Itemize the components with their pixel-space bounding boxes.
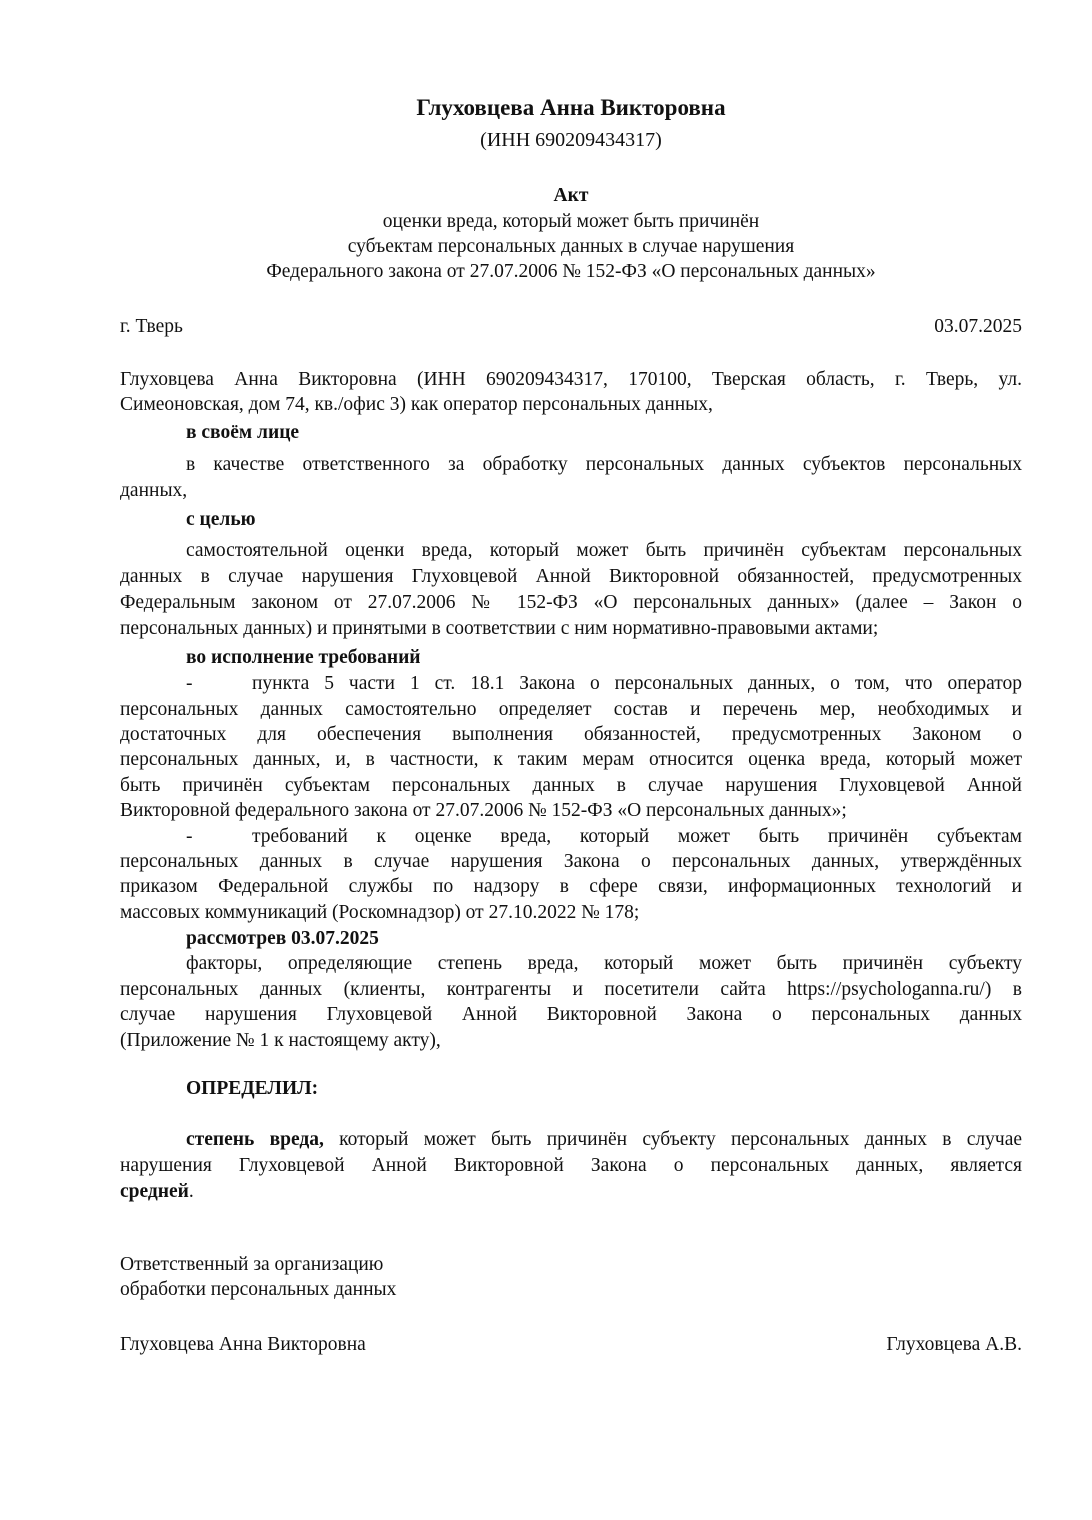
act-heading: Акт xyxy=(553,185,589,206)
document-date: 03.07.2025 xyxy=(934,316,1022,337)
req1-line-2: персональных данных самостоятельно определяет состав и перечень мер, необходимых и xyxy=(120,699,1022,720)
signatory-full-name: Глуховцева Анна Викторовна xyxy=(120,1334,366,1355)
harm-degree-label: степень вреда, xyxy=(186,1129,324,1150)
city: г. Тверь xyxy=(120,316,183,337)
list-dash-1: - xyxy=(186,673,193,694)
requirements-label: во исполнение требований xyxy=(186,647,421,668)
intro-line-2: Симеоновская, дом 74, кв./офис 3) как оператор персональных данных, xyxy=(120,394,713,415)
purpose-label: с целью xyxy=(186,509,256,530)
purpose-line-2: данных в случае нарушения Глуховцевой Анной Викторовной обязанностей, предусмотренных xyxy=(120,566,1022,587)
reviewed-label: рассмотрев 03.07.2025 xyxy=(186,928,379,949)
responsible-line-1: в качестве ответственного за обработку персональных данных субъектов персональных xyxy=(186,454,1022,475)
responsible-line-2: данных, xyxy=(120,480,188,501)
act-title-line-2: субъектам персональных данных в случае нарушения xyxy=(347,236,795,257)
factors-line-1: факторы, определяющие степень вреда, который может быть причинён субъекту xyxy=(186,953,1022,974)
purpose-line-4: персональных данных) и принятыми в соответствии с ним нормативно-правовыми актами; xyxy=(120,618,879,639)
conclusion-end: . xyxy=(188,1181,194,1202)
org-name: Глуховцева Анна Викторовна xyxy=(416,95,726,120)
purpose-line-1: самостоятельной оценки вреда, который может быть причинён субъектам персональных xyxy=(186,540,1022,561)
list-dash-2: - xyxy=(186,826,193,847)
determined-label: ОПРЕДЕЛИЛ: xyxy=(186,1078,319,1099)
req2-line-1: требований к оценке вреда, который может быть причинён субъектам xyxy=(252,826,1022,847)
req1-line-6: Викторовной федерального закона от 27.07.2006 № 152-ФЗ «О персональных данных»; xyxy=(120,800,847,821)
act-title-line-1: оценки вреда, который может быть причинён xyxy=(382,211,760,232)
in-person-label: в своём лице xyxy=(186,422,300,443)
conclusion-line-2: нарушения Глуховцевой Анной Викторовной Закона о персональных данных, является xyxy=(120,1155,1022,1176)
req2-line-4: массовых коммуникаций (Роскомнадзор) от 27.10.2022 № 178; xyxy=(120,902,640,923)
conclusion-line-1 xyxy=(186,1128,1022,1152)
intro-line-1: Глуховцева Анна Викторовна (ИНН 690209434317, 170100, Тверская область, г. Тверь, ул. xyxy=(120,369,1022,390)
conclusion-text: который может быть причинён субъекту персональных данных в случае xyxy=(323,1129,1022,1150)
req1-line-4: персональных данных, и, в частности, к таким мерам относится оценка вреда, который может xyxy=(120,749,1022,770)
factors-line-2: персональных данных (клиенты, контрагенты и посетители сайта https://psychologanna.ru/) в xyxy=(120,979,1022,1000)
harm-level: средней xyxy=(120,1181,189,1202)
req1-line-3: достаточных для обеспечения выполнения обязанностей, предусмотренных Законом о xyxy=(120,724,1022,745)
req2-line-2: персональных данных в случае нарушения Закона о персональных данных, утверждённых xyxy=(120,851,1022,872)
purpose-line-3: Федеральным законом от 27.07.2006 № 152-ФЗ «О персональных данных» (далее – Закон о xyxy=(120,592,1022,613)
factors-line-3: случае нарушения Глуховцевой Анной Викторовной Закона о персональных данных xyxy=(120,1004,1022,1025)
req1-line-5: быть причинён субъектам персональных данных в случае нарушения Глуховцевой Анной xyxy=(120,775,1022,796)
req1-line-1: пункта 5 части 1 ст. 18.1 Закона о персональных данных, о том, что оператор xyxy=(252,673,1022,694)
org-inn: (ИНН 690209434317) xyxy=(480,129,662,151)
signatory-short-name: Глуховцева А.В. xyxy=(886,1334,1022,1355)
act-title-line-3: Федерального закона от 27.07.2006 № 152-ФЗ «О персональных данных» xyxy=(266,261,876,282)
req2-line-3: приказом Федеральной службы по надзору в сфере связи, информационных технологий и xyxy=(120,876,1022,897)
signature-role-line-2: обработки персональных данных xyxy=(120,1279,397,1300)
signature-role-line-1: Ответственный за организацию xyxy=(120,1254,384,1275)
conclusion-line-3 xyxy=(120,1180,1022,1204)
factors-line-4: (Приложение № 1 к настоящему акту), xyxy=(120,1030,441,1051)
